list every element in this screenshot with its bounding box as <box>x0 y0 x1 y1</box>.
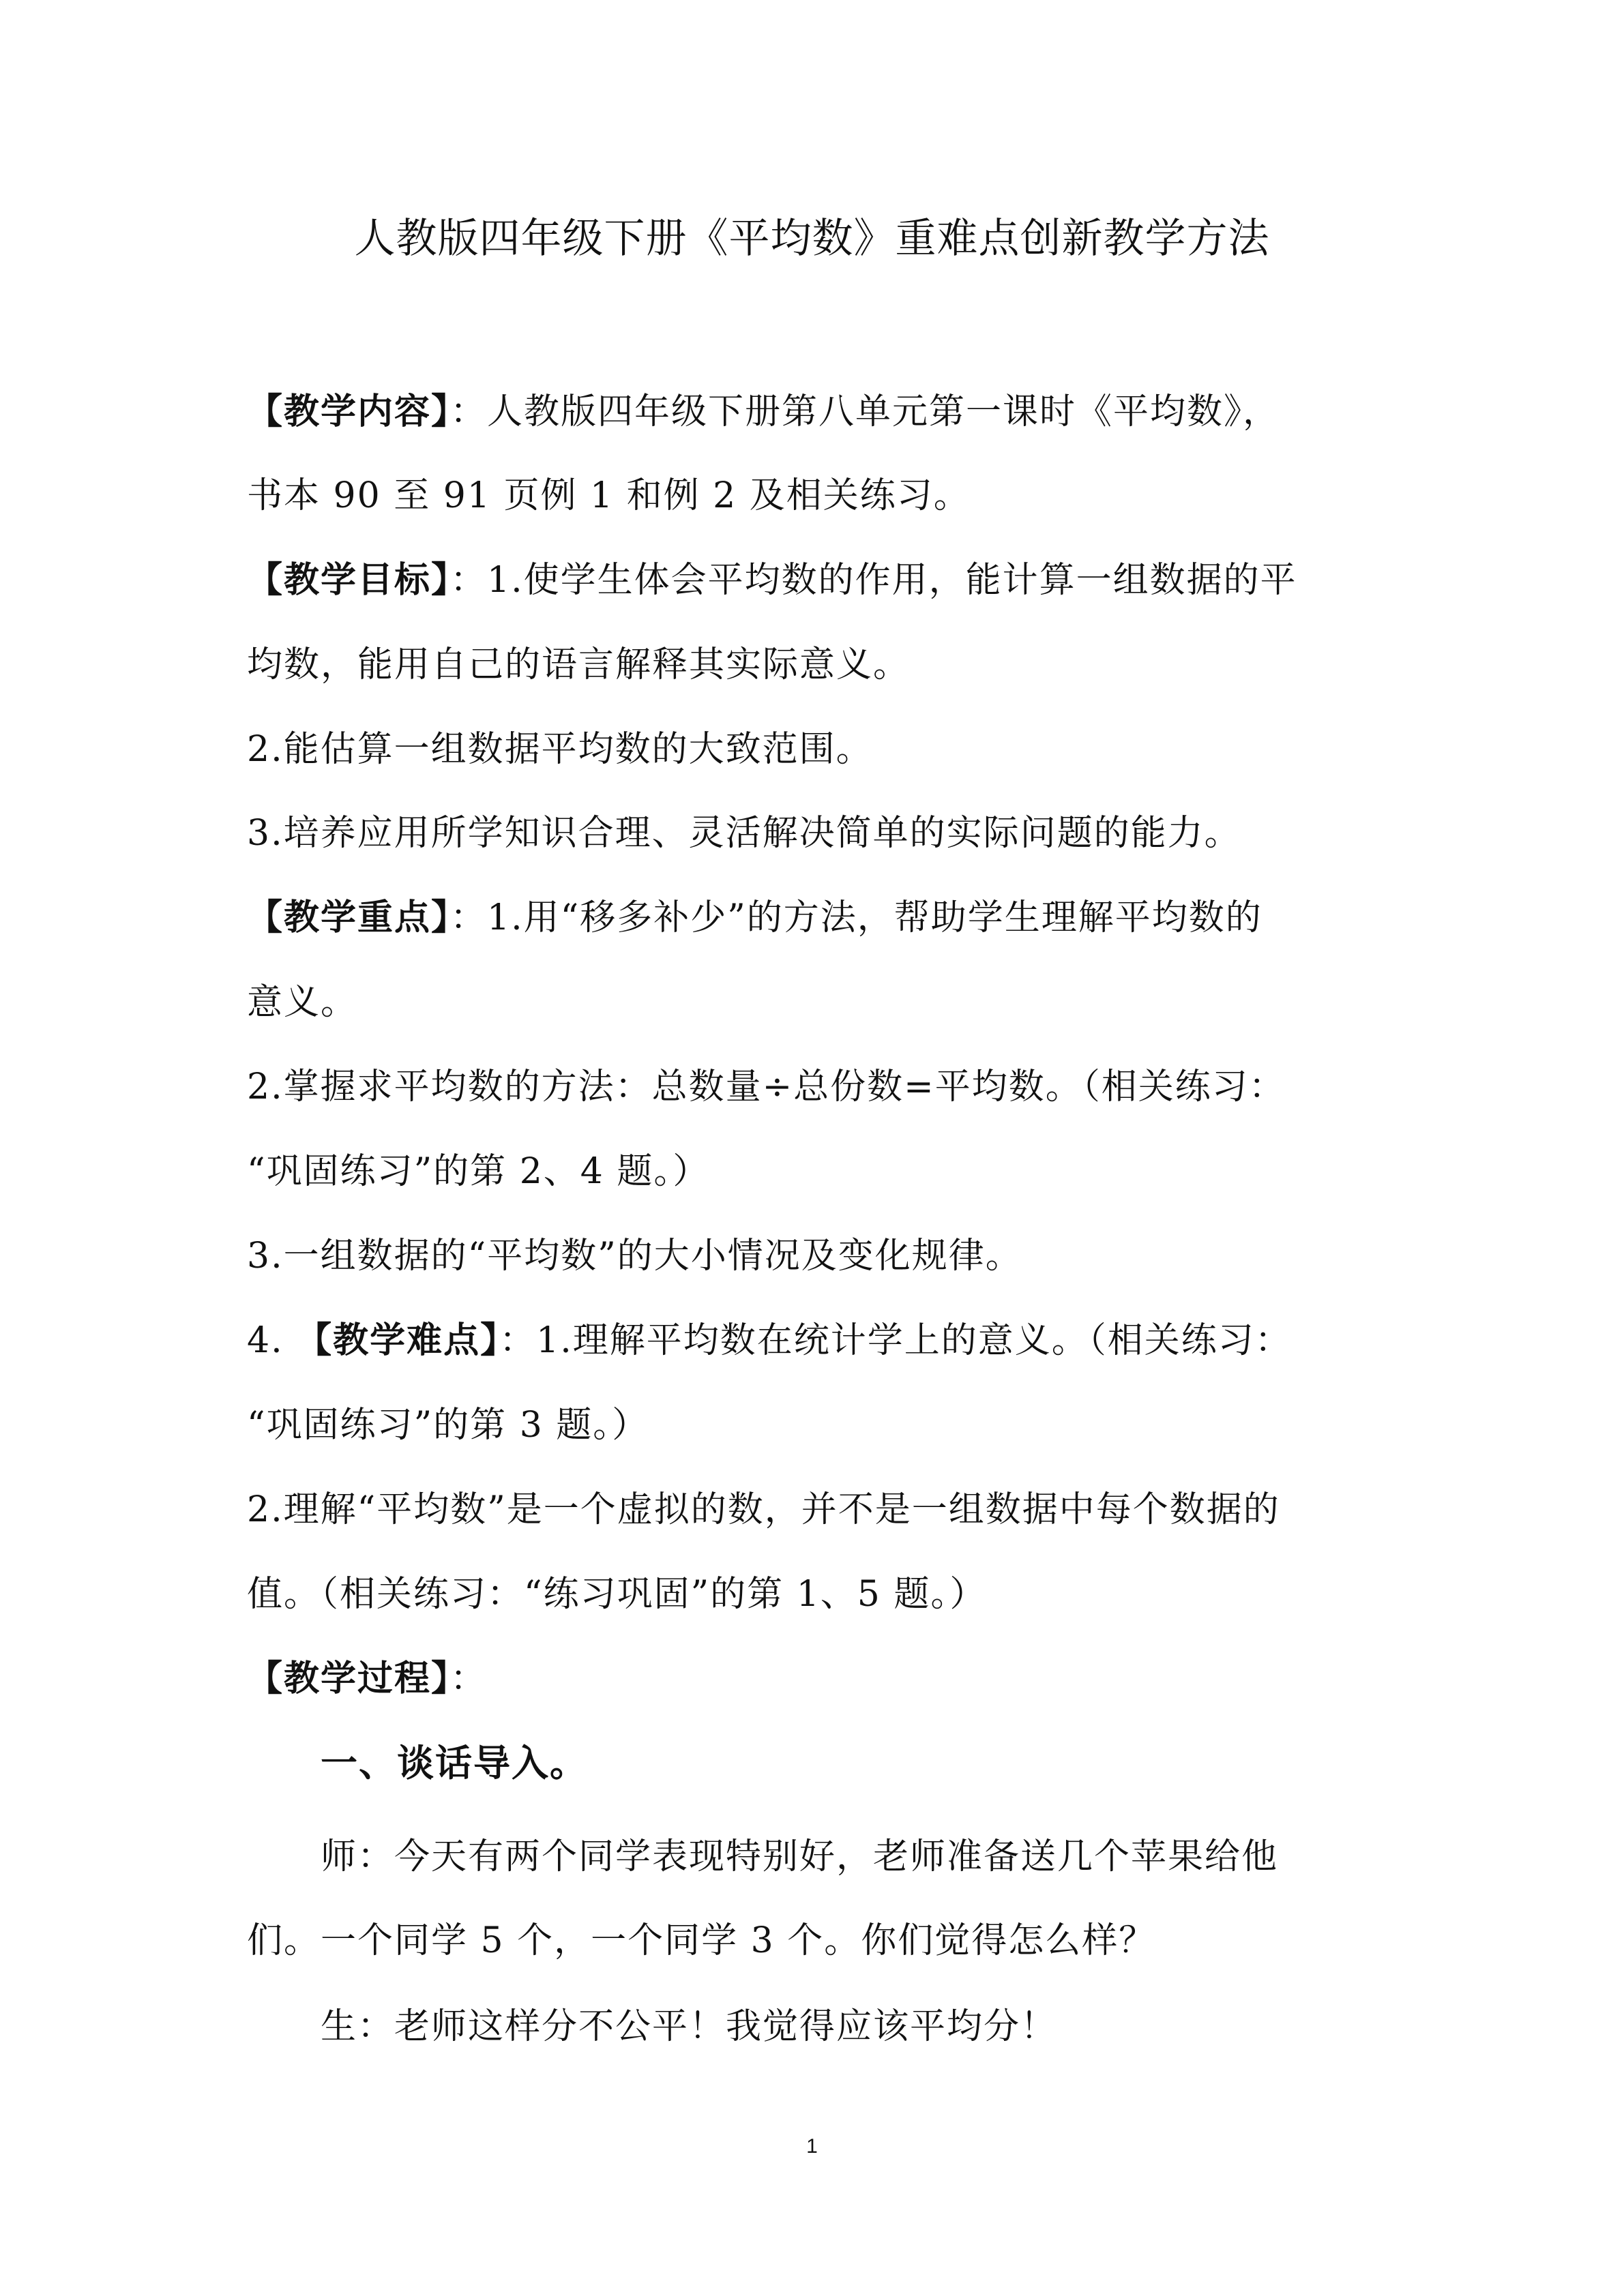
process-colon: ： <box>450 1658 488 1699</box>
content-line-2: 书本 90 至 91 页例 1 和例 2 及相关练习。 <box>247 475 971 516</box>
keypoints-text-1: ：1.用“移多补少”的方法，帮助学生理解平均数的 <box>450 897 1263 938</box>
teacher-line-1b: 们。一个同学 5 个，一个同学 3 个。你们觉得怎么样？ <box>247 1920 1156 1961</box>
content-text-1: ：人教版四年级下册第八单元第一课时《平均数》， <box>450 391 1280 432</box>
document-title: 人教版四年级下册《平均数》重难点创新教学方法 <box>354 215 1270 263</box>
keypoints-line-2: 意义。 <box>247 982 358 1023</box>
teacher-line-1a: 师：今天有两个同学表现特别好，老师准备送几个苹果给他 <box>321 1836 1279 1877</box>
goals-item-2: 2.能估算一组数据平均数的大致范围。 <box>247 729 873 770</box>
process-heading <box>247 1652 1379 1706</box>
keypoints-label: 【教学重点】 <box>247 897 451 938</box>
keypoints-item-3: 3.一组数据的“平均数”的大小情况及变化规律。 <box>247 1236 1022 1277</box>
keypoints-line-1 <box>247 891 1379 945</box>
difficulties-line-1 <box>247 1313 1379 1368</box>
content-line-1 <box>247 385 1379 439</box>
goals-line-2: 均数，能用自己的语言解释其实际意义。 <box>247 644 911 685</box>
page-number: 1 <box>806 2135 818 2158</box>
goals-line-1 <box>247 553 1379 608</box>
difficulties-item-2a: 2.理解“平均数”是一个虚拟的数，并不是一组数据中每个数据的 <box>247 1489 1280 1530</box>
difficulties-item-2b: 值。（相关练习：“练习巩固”的第 1、5 题。） <box>247 1574 987 1615</box>
student-line-1: 生：老师这样分不公平！我觉得应该平均分！ <box>321 2006 1058 2047</box>
keypoints-item-2b: “巩固练习”的第 2、4 题。） <box>247 1151 710 1192</box>
difficulties-label: 【教学难点】 <box>296 1320 500 1361</box>
goals-item-3: 3.培养应用所学知识合理、灵活解决简单的实际问题的能力。 <box>247 813 1241 854</box>
process-label: 【教学过程】 <box>247 1658 451 1699</box>
content-label: 【教学内容】 <box>247 391 451 432</box>
difficulties-text-1: ：1.理解平均数在统计学上的意义。（相关练习： <box>499 1320 1292 1361</box>
section-1-heading: 一、谈话导入。 <box>321 1742 588 1785</box>
goals-label: 【教学目标】 <box>247 560 451 601</box>
difficulties-line-2: “巩固练习”的第 3 题。） <box>247 1405 649 1446</box>
difficulties-prefix: 4. <box>247 1320 284 1361</box>
keypoints-item-2a: 2.掌握求平均数的方法：总数量÷总份数=平均数。（相关练习： <box>247 1067 1286 1107</box>
goals-text-1: ：1.使学生体会平均数的作用，能计算一组数据的平 <box>450 560 1297 601</box>
